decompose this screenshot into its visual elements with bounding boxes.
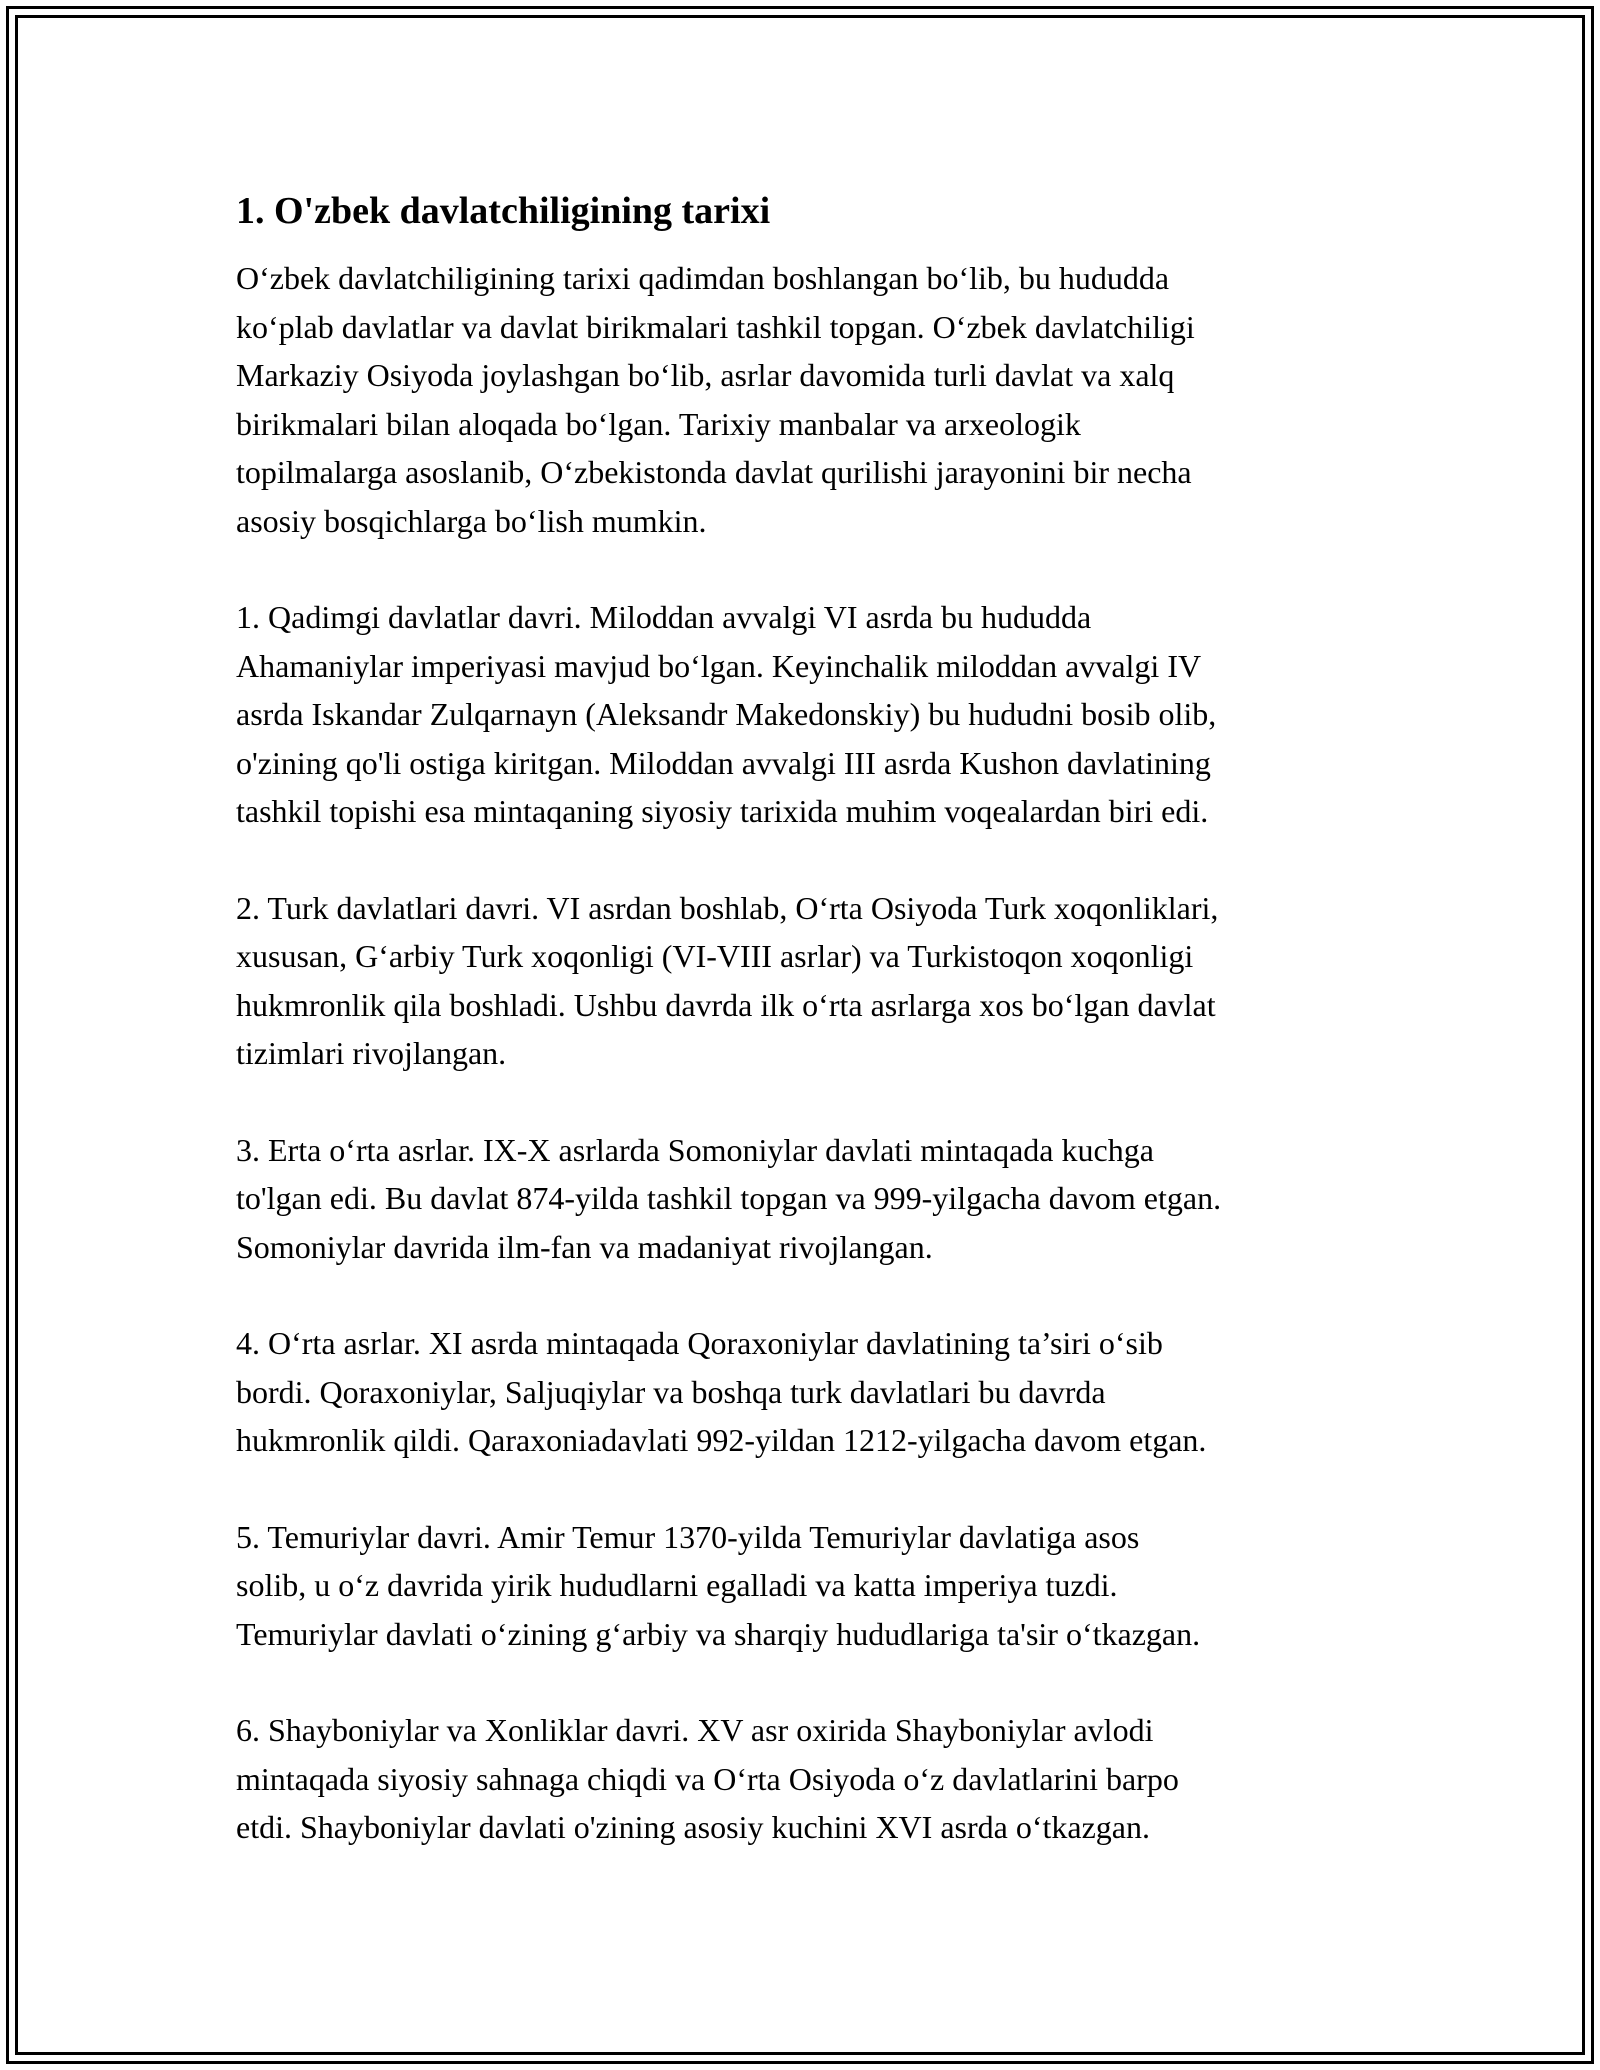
document-title: 1. O'zbek davlatchiligining tarixi (236, 190, 771, 232)
document-body (236, 184, 1376, 1900)
paragraph-turkic-states: 2. Turk davlatlari davri. VI asrdan boshlab, O‘rta Osiyoda Turk xoqonliklari, xususan, G‘arbiy Turk xoqonligi (VI-VIII asrlar) va Turkistoqon xoqonligi hukmronlik qila boshladi. Ushbu davrda ilk o‘rta asrlarga xos bo‘lgan davlat tizimlari rivojlangan. (236, 889, 1219, 1071)
paragraph-shaybanid-era: 6. Shayboniylar va Xonliklar davri. XV asr oxirida Shayboniylar avlodi mintaqada siyosiy sahnaga chiqdi va O‘rta Osiyoda o‘z davlatlarini barpo etdi. Shayboniylar davlati o'zining asosiy kuchini XVI asrda o‘tkazgan. (236, 1712, 1179, 1845)
paragraph-ancient-states: 1. Qadimgi davlatlar davri. Miloddan avvalgi VI asrda bu hududda Ahamaniylar imperiyasi mavjud bo‘lgan. Keyinchalik miloddan avvalgi IV asrda Iskandar Zulqarnayn (Aleksandr Makedonskiy) bu hududni bosib olib, o'zining qo'li ostiga kiritgan. Miloddan avvalgi III asrda Kushon davlatining tashkil topishi esa mintaqaning siyosiy tarixida muhim voqealardan biri edi. (236, 599, 1217, 829)
paragraph-intro: O‘zbek davlatchiligining tarixi qadimdan boshlangan bo‘lib, bu hududda ko‘plab davlatlar va davlat birikmalari tashkil topgan. O‘zbek davlatchiligi Markaziy Osiyoda joylashgan bo‘lib, asrlar davomida turli davlat va xalq birikmalari bilan aloqada bo‘lgan. Tarixiy manbalar va arxeologik topilmalarga asoslanib, O‘zbekistonda davlat qurilishi jarayonini bir necha asosiy bosqichlarga bo‘lish mumkin. (236, 260, 1195, 539)
paragraph-early-middle-ages: 3. Erta o‘rta asrlar. IX-X asrlarda Somoniylar davlati mintaqada kuchga to'lgan edi. Bu davlat 874-yilda tashkil topgan va 999-yilgacha davom etgan. Somoniylar davrida ilm-fan va madaniyat rivojlangan. (236, 1131, 1222, 1265)
paragraph-middle-ages: 4. O‘rta asrlar. XI asrda mintaqada Qoraxoniylar davlatining ta’siri o‘sib bordi. Qoraxoniylar, Saljuqiylar va boshqa turk davlatlari bu davrda hukmronlik qildi. Qaraxoniadavlati 992-yildan 1212-yilgacha davom etgan. (236, 1325, 1207, 1458)
paragraph-timurid-era: 5. Temuriylar davri. Amir Temur 1370-yilda Temuriylar davlatiga asos solib, u o‘z davrida yirik hududlarni egalladi va katta imperiya tuzdi. Temuriylar davlati o‘zining g‘arbiy va sharqiy hududlariga ta'sir o‘tkazgan. (236, 1518, 1201, 1652)
